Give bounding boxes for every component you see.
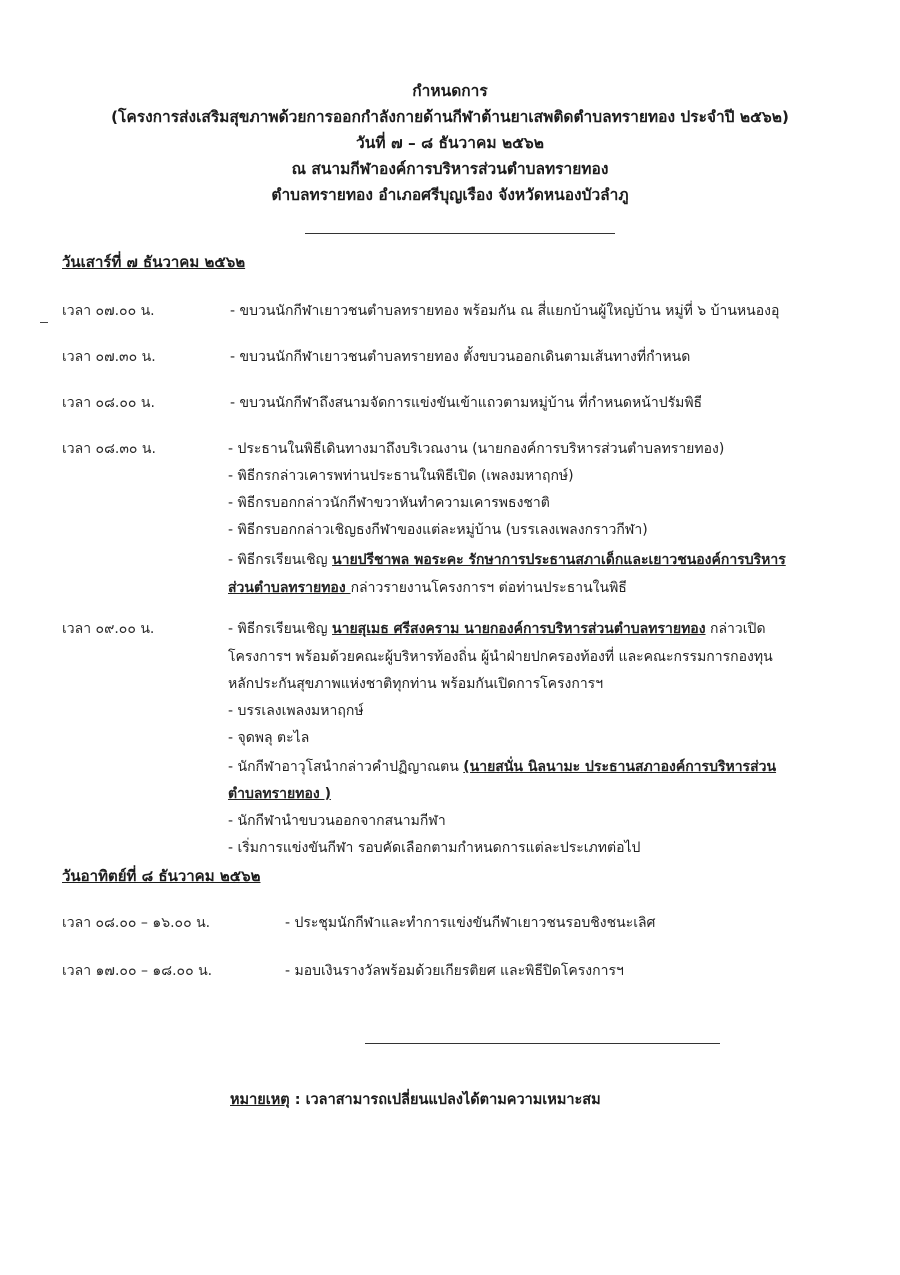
schedule-item: - พิธีกรบอกกล่าวนักกีฬาขวาหันทำความเคารพธงชาติ [228,495,550,511]
open-name: นายสุเมธ ศรีสงคราม นายกองค์การบริหารส่วนตำบลทรายทอง [332,621,706,637]
footer-divider [365,1043,720,1044]
invite-suffix: กล่าวรายงานโครงการฯ ต่อท่านประธานในพิธี [350,580,627,596]
schedule-item-invite [228,549,786,571]
schedule-item-invite-cont [228,577,627,599]
event-venue: ณ สนามกีฬาองค์การบริหารส่วนตำบลทรายทอง [291,160,609,178]
remark [230,1088,601,1111]
schedule-time: เวลา ๐๗.๐๐ น. [62,303,155,319]
schedule-item: - ประธานในพิธีเดินทางมาถึงบริเวณงาน (นายกองค์การบริหารส่วนตำบลทรายทอง) [228,441,725,457]
schedule-time: เวลา ๐๘.๐๐ – ๑๖.๐๐ น. [62,915,211,931]
header-divider [305,233,615,234]
day2-heading: วันอาทิตย์ที่ ๘ ธันวาคม ๒๕๖๒ [62,867,261,885]
schedule-time: เวลา ๐๘.๐๐ น. [62,395,155,411]
schedule-item: - จุดพลุ ตะไล [228,730,310,746]
schedule-item: - บรรเลงเพลงมหาฤกษ์ [228,703,364,719]
oath-prefix: - นักกีฬาอาวุโสนำกล่าวคำปฏิญาณตน [228,759,464,775]
schedule-time: เวลา ๐๘.๓๐ น. [62,441,156,457]
invite-name-cont: ส่วนตำบลทรายทอง [228,580,351,596]
open-suffix: กล่าวเปิด [705,621,766,637]
schedule-time: เวลา ๐๗.๓๐ น. [62,349,156,365]
oath-name-cont: ตำบลทรายทอง ) [228,786,331,802]
schedule-item: โครงการฯ พร้อมด้วยคณะผู้บริหารท้องถิ่น ผู้นำฝ่ายปกครองท้องที่ และคณะกรรมการกองทุน [228,649,773,665]
schedule-item-oath [228,756,776,778]
open-prefix: - พิธีกรเรียนเชิญ [228,621,333,637]
schedule-item: - นักกีฬานำขบวนออกจากสนามกีฬา [228,813,446,829]
invite-name: นายปรีชาพล พอระคะ รักษาการประธานสภาเด็กและเยาวชนองค์การบริหาร [332,552,786,568]
schedule-time: เวลา ๐๙.๐๐ น. [62,621,155,637]
document-title: กำหนดการ [412,82,488,100]
schedule-item: - ประชุมนักกีฬาและทำการแข่งขันกีฬาเยาวชนรอบชิงชนะเลิศ [285,915,656,931]
schedule-item: - ขบวนนักกีฬาเยาวชนตำบลทรายทอง พร้อมกัน ณ สี่แยกบ้านผู้ใหญ่บ้าน หมู่ที่ ๖ บ้านหนองอุ [230,303,780,319]
schedule-item-oath-cont [228,783,331,805]
schedule-item: - พิธีกรกล่าวเคารพท่านประธานในพิธีเปิด (เพลงมหาฤกษ์) [228,468,574,484]
schedule-time: เวลา ๑๗.๐๐ – ๑๘.๐๐ น. [62,963,213,979]
project-name: (โครงการส่งเสริมสุขภาพด้วยการออกกำลังกายด้านกีฬาต้านยาเสพติดตำบลทรายทอง ประจำปี ๒๕๖๒) [110,108,790,126]
invite-prefix: - พิธีกรเรียนเชิญ [228,552,333,568]
schedule-item: - พิธีกรบอกกล่าวเชิญธงกีฬาของแต่ละหมู่บ้าน (บรรเลงเพลงกราวกีฬา) [228,522,648,538]
remark-text: : เวลาสามารถเปลี่ยนแปลงได้ตามความเหมาะสม [289,1092,601,1108]
schedule-item: - ขบวนนักกีฬาถึงสนามจัดการแข่งขันเข้าแถวตามหมู่บ้าน ที่กำหนดหน้าปรัมพิธี [230,395,703,411]
document-header [0,78,900,208]
event-location: ตำบลทรายทอง อำเภอศรีบุญเรือง จังหวัดหนองบัวลำภู [271,186,629,204]
event-dates: วันที่ ๗ – ๘ ธันวาคม ๒๕๖๒ [356,134,544,152]
schedule-item: หลักประกันสุขภาพแห่งชาติทุกท่าน พร้อมกันเปิดการโครงการฯ [228,676,604,692]
schedule-item: - เริ่มการแข่งขันกีฬา รอบคัดเลือกตามกำหนดการแต่ละประเภทต่อไป [228,840,641,856]
schedule-item-opening [228,618,766,640]
remark-label: หมายเหตุ [230,1092,290,1108]
schedule-item: - มอบเงินรางวัลพร้อมด้วยเกียรติยศ และพิธีปิดโครงการฯ [285,963,624,979]
oath-name: (นายสนั่น นิลนามะ ประธานสภาองค์การบริหารส่วน [463,759,777,775]
day1-heading: วันเสาร์ที่ ๗ ธันวาคม ๒๕๖๒ [62,253,246,271]
schedule-item: - ขบวนนักกีฬาเยาวชนตำบลทรายทอง ตั้งขบวนออกเดินตามเส้นทางที่กำหนด [230,349,691,365]
margin-mark [40,322,48,323]
